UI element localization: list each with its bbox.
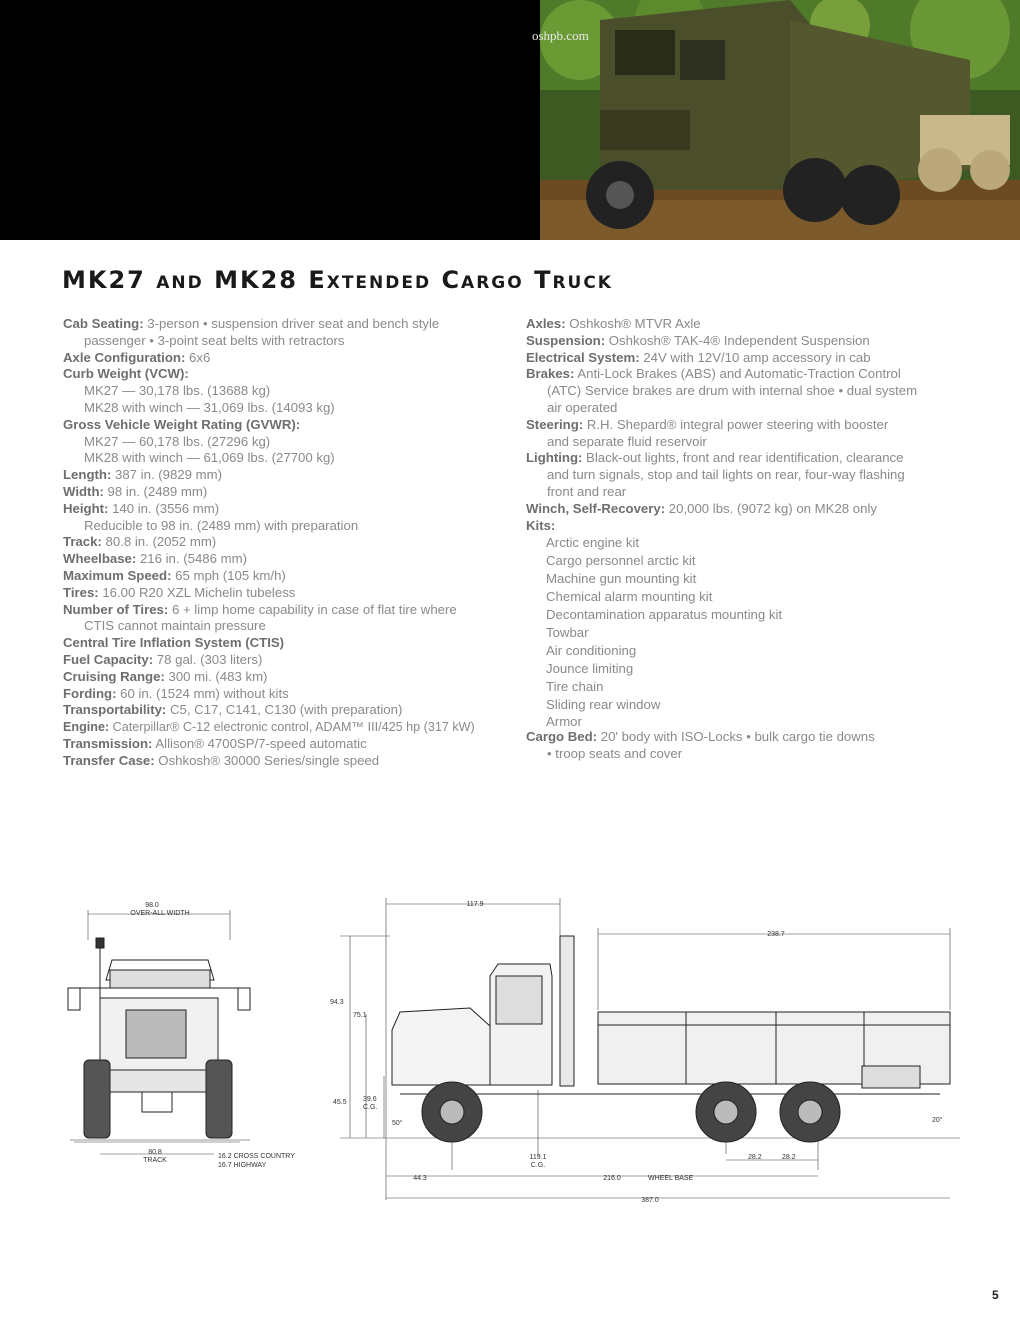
- truck-photo: [540, 0, 1020, 240]
- spec-width: Width: 98 in. (2489 mm): [63, 483, 208, 499]
- dim-cg-height: 39.6: [363, 1096, 377, 1103]
- spec-steering: Steering: R.H. Shepard® integral power steering with booster: [526, 416, 889, 432]
- spec-sub: • troop seats and cover: [547, 746, 683, 762]
- spec-cab-seating: Cab Seating: 3-person • suspension driver seat and bench style: [63, 316, 440, 331]
- dim-overall-width-label: OVER-ALL WIDTH: [130, 910, 190, 917]
- kit-item: Towbar: [546, 625, 589, 641]
- dim-cg-long-label: C.G.: [530, 1162, 546, 1169]
- spec-sub: air operated: [547, 399, 618, 415]
- spec-number-of-tires: Number of Tires: 6 + limp home capability in case of flat tire where: [63, 601, 457, 617]
- spec-sub: MK28 with winch — 31,069 lbs. (14093 kg): [84, 399, 335, 415]
- dimension-drawing: [0, 880, 1020, 1220]
- dim-height-cab: 75.1: [353, 1012, 367, 1019]
- spec-sub: Reducible to 98 in. (2489 mm) with preparation: [84, 517, 359, 533]
- spec-curb-weight: Curb Weight (VCW):: [63, 366, 189, 382]
- dim-height-total: 94.3: [330, 999, 344, 1006]
- spec-sub: and separate fluid reservoir: [547, 433, 707, 449]
- dim-axle-spacing-a: 28.2: [748, 1154, 762, 1161]
- spec-length: Length: 387 in. (9829 mm): [63, 467, 223, 483]
- spec-gvwr: Gross Vehicle Weight Rating (GVWR):: [63, 416, 301, 432]
- dim-track: 80.8: [148, 1149, 162, 1156]
- spec-kits: Kits:: [526, 517, 556, 533]
- dim-wheel-base-label: WHEEL BASE: [648, 1175, 694, 1182]
- dim-approach-angle: 50°: [392, 1120, 403, 1127]
- spec-sub: CTIS cannot maintain pressure: [84, 618, 266, 634]
- spec-electrical: Electrical System: 24V with 12V/10 amp accessory in cab: [526, 349, 871, 365]
- kit-item: Tire chain: [546, 679, 604, 695]
- spec-height: Height: 140 in. (3556 mm): [63, 500, 220, 516]
- page-number: 5: [992, 1288, 999, 1302]
- kit-item: Decontamination apparatus mounting kit: [546, 607, 783, 623]
- spec-wheelbase: Wheelbase: 216 in. (5486 mm): [63, 551, 247, 567]
- spec-axles: Axles: Oshkosh® MTVR Axle: [526, 316, 701, 331]
- dim-departure-angle: 20°: [932, 1117, 943, 1124]
- side-view-truck: [392, 936, 950, 1142]
- watermark-text: oshpb.com: [532, 28, 589, 43]
- dim-overall-length: 387.0: [641, 1197, 659, 1204]
- kit-item: Machine gun mounting kit: [546, 571, 697, 587]
- dim-cg-long: 119.1: [529, 1154, 547, 1161]
- spec-transfer-case: Transfer Case: Oshkosh® 30000 Series/single speed: [63, 752, 380, 768]
- dim-front-to-rear: 117.9: [466, 901, 484, 908]
- spec-sub: passenger • 3-point seat belts with retractors: [84, 332, 345, 348]
- spec-transmission: Transmission: Allison® 4700SP/7-speed automatic: [63, 735, 367, 751]
- spec-list-right: [526, 316, 996, 763]
- spec-suspension: Suspension: Oshkosh® TAK-4® Independent Suspension: [526, 332, 870, 348]
- kit-item: Arctic engine kit: [546, 535, 640, 551]
- spec-winch: Winch, Self-Recovery: 20,000 lbs. (9072 kg) on MK28 only: [526, 500, 877, 516]
- spec-axle-config: Axle Configuration: 6x6: [63, 349, 211, 365]
- hero-black-panel: [0, 0, 540, 240]
- spec-track: Track: 80.8 in. (2052 mm): [63, 534, 217, 550]
- spec-engine: Engine: Caterpillar® C-12 electronic control, ADAM™ III/425 hp (317 kW): [63, 720, 475, 735]
- dim-axle-spacing-b: 28.2: [782, 1154, 796, 1161]
- spec-tires: Tires: 16.00 R20 XZL Michelin tubeless: [63, 584, 296, 600]
- dim-ground-cc: 16.2 CROSS COUNTRY: [218, 1153, 295, 1160]
- kit-item: Sliding rear window: [546, 697, 661, 713]
- spec-sub: and turn signals, stop and tail lights on rear, four-way flashing: [547, 467, 905, 483]
- front-view-truck: [68, 938, 250, 1140]
- page-title: MK27 and MK28 Extended Cargo Truck: [62, 266, 613, 294]
- spec-sub: front and rear: [547, 483, 627, 499]
- spec-sub: MK28 with winch — 61,069 lbs. (27700 kg): [84, 450, 335, 466]
- dim-front-overhang: 44.3: [413, 1175, 427, 1182]
- dim-track-label: TRACK: [143, 1157, 167, 1164]
- kit-item: Air conditioning: [546, 643, 637, 659]
- spec-sub: (ATC) Service brakes are drum with internal shoe • dual system: [547, 383, 918, 399]
- spec-fording: Fording: 60 in. (1524 mm) without kits: [63, 685, 289, 701]
- spec-fuel: Fuel Capacity: 78 gal. (303 liters): [63, 651, 263, 667]
- spec-sub: MK27 — 60,178 lbs. (27296 kg): [84, 433, 271, 449]
- spec-range: Cruising Range: 300 mi. (483 km): [63, 668, 268, 684]
- dim-ground-hw: 16.7 HIGHWAY: [218, 1162, 267, 1169]
- spec-brakes: Brakes: Anti-Lock Brakes (ABS) and Automatic-Traction Control: [526, 366, 901, 382]
- spec-max-speed: Maximum Speed: 65 mph (105 km/h): [63, 567, 286, 583]
- spec-sub: MK27 — 30,178 lbs. (13688 kg): [84, 383, 271, 399]
- dim-overall-width: 98.0: [145, 902, 159, 909]
- spec-lighting: Lighting: Black-out lights, front and rear identification, clearance: [526, 450, 904, 466]
- kit-item: Armor: [546, 714, 582, 730]
- kit-item: Jounce limiting: [546, 661, 634, 677]
- kit-item: Cargo personnel arctic kit: [546, 553, 696, 569]
- kit-item: Chemical alarm mounting kit: [546, 589, 713, 605]
- dim-cg-label: C.G.: [363, 1104, 378, 1111]
- spec-transportability: Transportability: C5, C17, C141, C130 (with preparation): [63, 702, 403, 718]
- spec-list-left: [63, 316, 513, 770]
- spec-ctis: Central Tire Inflation System (CTIS): [63, 635, 285, 651]
- spec-cargo-bed: Cargo Bed: 20' body with ISO-Locks • bulk cargo tie downs: [526, 729, 875, 745]
- dim-height-frame: 45.5: [333, 1099, 347, 1106]
- dim-bed-length: 238.7: [767, 931, 785, 938]
- dim-wheel-base: 216.0: [603, 1175, 621, 1182]
